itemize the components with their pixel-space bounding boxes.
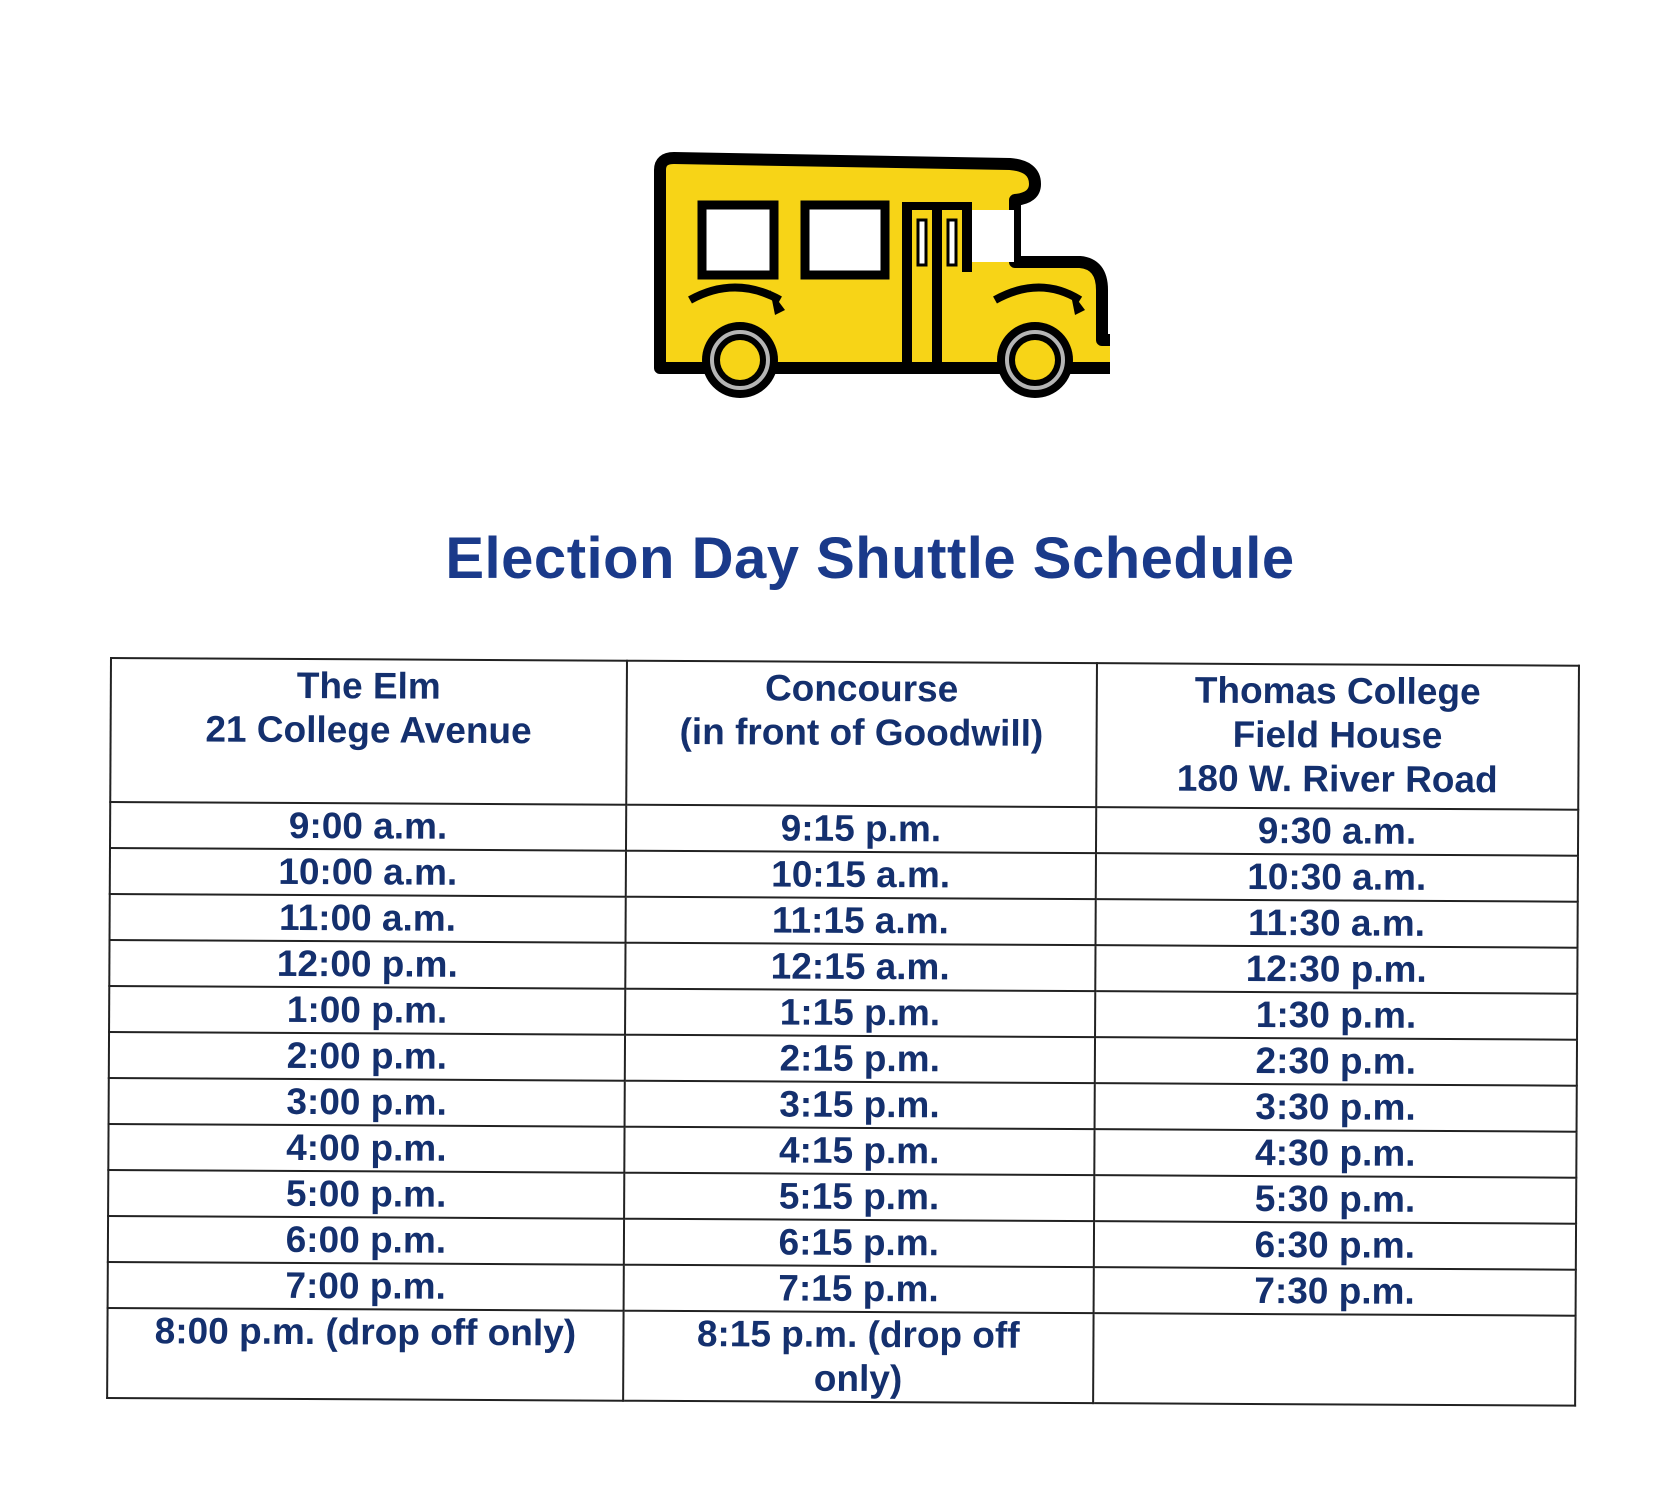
cell-time: 5:30 p.m.: [1094, 1175, 1576, 1224]
cell-time: 9:15 p.m.: [626, 805, 1096, 853]
school-bus-icon: [640, 150, 1110, 420]
table-row: [108, 1170, 1576, 1224]
header-line: Thomas College: [1194, 669, 1481, 713]
table-row: [110, 848, 1578, 902]
cell-time: 9:00 a.m.: [110, 802, 626, 851]
cell-time: 3:00 p.m.: [109, 1078, 625, 1127]
cell-time: 10:30 a.m.: [1096, 853, 1578, 902]
cell-time: 6:30 p.m.: [1094, 1221, 1576, 1270]
table-row: [110, 894, 1578, 948]
cell-time: 2:00 p.m.: [109, 1032, 625, 1081]
header-line: Concourse: [764, 667, 959, 710]
cell-time: 3:30 p.m.: [1094, 1083, 1576, 1132]
cell-time: 2:30 p.m.: [1095, 1037, 1577, 1086]
cell-time: 4:15 p.m.: [624, 1127, 1094, 1175]
header-line: Field House: [1232, 713, 1443, 756]
table-row: [109, 986, 1577, 1040]
header-line: The Elm: [296, 664, 441, 707]
table-row: [107, 1308, 1575, 1406]
cell-time: 6:00 p.m.: [108, 1216, 624, 1265]
cell-time: 11:00 a.m.: [110, 894, 626, 943]
cell-time: 12:00 p.m.: [109, 940, 625, 989]
page-title: Election Day Shuttle Schedule: [445, 526, 1295, 591]
column-header-concourse: [626, 661, 1097, 807]
table-row: [110, 802, 1578, 856]
shuttle-schedule-table: [106, 657, 1580, 1407]
cell-time: 2:15 p.m.: [625, 1035, 1095, 1083]
cell-time: 7:00 p.m.: [108, 1262, 624, 1311]
table-header-row: [110, 658, 1579, 810]
cell-time: 10:15 a.m.: [626, 851, 1096, 899]
header-line: 21 College Avenue: [205, 708, 532, 752]
table-row: [109, 940, 1577, 994]
table-row: [109, 1032, 1577, 1086]
cell-time: 9:30 a.m.: [1096, 807, 1578, 856]
cell-time: 4:00 p.m.: [108, 1124, 624, 1173]
table-row: [109, 1078, 1577, 1132]
table-row: [108, 1124, 1576, 1178]
cell-time: 10:00 a.m.: [110, 848, 626, 897]
column-header-the-elm: [110, 658, 627, 805]
cell-time: 5:15 p.m.: [624, 1173, 1094, 1221]
cell-empty: [1093, 1313, 1576, 1406]
table-row: [108, 1262, 1576, 1316]
cell-time: 8:15 p.m. (drop off only): [623, 1311, 1093, 1403]
cell-time: 1:30 p.m.: [1095, 991, 1577, 1040]
cell-time: 6:15 p.m.: [624, 1219, 1094, 1267]
table-row: [108, 1216, 1576, 1270]
header-line: (in front of Goodwill): [679, 710, 1044, 754]
cell-time: 12:30 p.m.: [1095, 945, 1577, 994]
cell-time: 1:00 p.m.: [109, 986, 625, 1035]
cell-time: 4:30 p.m.: [1094, 1129, 1576, 1178]
cell-time: 11:30 a.m.: [1095, 899, 1577, 948]
cell-time: 7:15 p.m.: [623, 1265, 1093, 1313]
header-line: 180 W. River Road: [1176, 757, 1498, 801]
cell-time: 8:00 p.m. (drop off only): [107, 1308, 623, 1401]
cell-time: 5:00 p.m.: [108, 1170, 624, 1219]
cell-time: 3:15 p.m.: [624, 1081, 1094, 1129]
cell-time: 7:30 p.m.: [1093, 1267, 1575, 1316]
column-header-thomas-college: [1096, 663, 1579, 810]
cell-time: 11:15 a.m.: [625, 897, 1095, 945]
cell-time: 1:15 p.m.: [625, 989, 1095, 1037]
cell-time: 12:15 a.m.: [625, 943, 1095, 991]
